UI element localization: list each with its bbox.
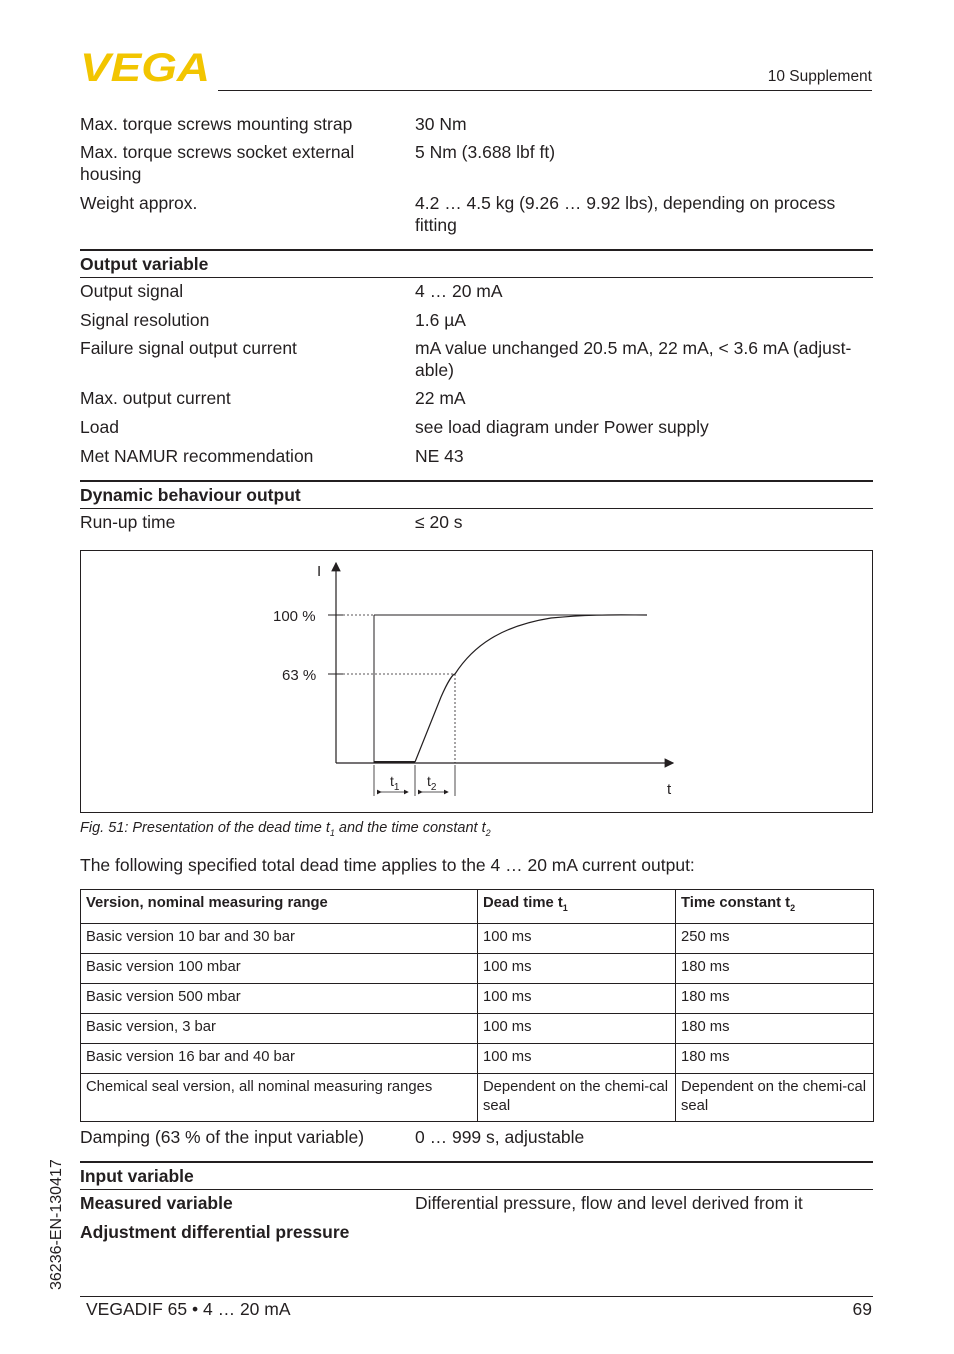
label-63-percent: 63 %: [282, 667, 317, 684]
table-row: [81, 1043, 874, 1073]
x-axis-label: t: [667, 781, 672, 798]
spec-label-failure-signal: Failure signal output current: [80, 338, 297, 358]
spec-value-namur: NE 43: [415, 446, 464, 466]
spec-label-namur: Met NAMUR recommendation: [80, 446, 314, 466]
header-rule: [218, 90, 872, 91]
table-row: [81, 1073, 874, 1121]
table-cell: 100 ms: [478, 1013, 676, 1043]
spec-value-run-up-time: ≤ 20 s: [415, 512, 463, 532]
spec-label-torque-housing: Max. torque screws socket external housing: [80, 142, 355, 184]
subheading-adjustment-differential-pressure: Adjustment differential pressure: [80, 1222, 350, 1242]
table-cell: 100 ms: [478, 923, 676, 953]
table-cell: Basic version 500 mbar: [81, 983, 478, 1013]
spec-label-measured-variable: Measured variable: [80, 1193, 233, 1213]
table-cell: Chemical seal version, all nominal measuring ranges: [81, 1073, 478, 1121]
table-cell: 180 ms: [676, 983, 874, 1013]
spec-value-weight: 4.2 … 4.5 kg (9.26 … 9.92 lbs), depending on process fitting: [415, 193, 836, 235]
table-cell: Basic version 10 bar and 30 bar: [81, 923, 478, 953]
page-number: 69: [852, 1299, 872, 1319]
footer-product: VEGADIF 65 • 4 … 20 mA: [86, 1299, 291, 1319]
dead-time-table: [80, 889, 874, 1122]
section-heading-input-variable: Input variable: [80, 1166, 194, 1186]
spec-label-damping: Damping (63 % of the input variable): [80, 1127, 365, 1147]
table-cell: 250 ms: [676, 923, 874, 953]
spec-label-output-signal: Output signal: [80, 281, 184, 301]
table-row: [81, 1013, 874, 1043]
table-cell: 180 ms: [676, 953, 874, 983]
table-cell: 180 ms: [676, 1013, 874, 1043]
spec-label-load: Load: [80, 417, 119, 437]
spec-value-torque-strap: 30 Nm: [415, 114, 467, 134]
dead-time-diagram: [80, 550, 873, 813]
document-id: 36236-EN-130417: [48, 1159, 65, 1290]
section-rule: [80, 1161, 873, 1163]
spec-value-output-signal: 4 … 20 mA: [415, 281, 503, 301]
table-cell: Basic version 16 bar and 40 bar: [81, 1043, 478, 1073]
spec-value-signal-resolution: 1.6 µA: [415, 310, 466, 330]
intro-text: The following specified total dead time applies to the 4 … 20 mA current output:: [80, 855, 695, 875]
table-cell: Dependent on the chemi-cal seal: [676, 1073, 874, 1121]
section-rule: [80, 277, 873, 278]
spec-label-max-output-current: Max. output current: [80, 388, 231, 408]
y-axis-label: I: [317, 563, 322, 580]
table-cell: 100 ms: [478, 983, 676, 1013]
section-heading-dynamic-behaviour: Dynamic behaviour output: [80, 485, 301, 505]
section-rule: [80, 480, 873, 482]
table-row: [81, 983, 874, 1013]
table-cell: Basic version 100 mbar: [81, 953, 478, 983]
section-rule: [80, 249, 873, 251]
table-row: [81, 953, 874, 983]
section-rule: [80, 1189, 873, 1190]
section-heading-output-variable: Output variable: [80, 254, 209, 274]
spec-value-measured-variable: Differential pressure, flow and level derived from it: [415, 1193, 803, 1213]
table-cell: Basic version, 3 bar: [81, 1013, 478, 1043]
vega-logo: [80, 50, 212, 84]
column-header-time-constant: Time constant $t_2$: [676, 890, 874, 924]
label-100-percent: 100 %: [273, 608, 316, 625]
svg-text:VEGA: VEGA: [80, 50, 210, 84]
spec-value-failure-signal: mA value unchanged 20.5 mA, 22 mA, < 3.6 mA (adjust-able): [415, 338, 852, 380]
spec-value-load: see load diagram under Power supply: [415, 417, 709, 437]
spec-label-signal-resolution: Signal resolution: [80, 310, 210, 330]
table-cell: 180 ms: [676, 1043, 874, 1073]
spec-label-run-up-time: Run-up time: [80, 512, 176, 532]
spec-value-damping: 0 … 999 s, adjustable: [415, 1127, 585, 1147]
t1-label: $t_1$: [390, 773, 400, 793]
spec-value-torque-housing: 5 Nm (3.688 lbf ft): [415, 142, 556, 162]
spec-value-max-output-current: 22 mA: [415, 388, 466, 408]
column-header-dead-time: Dead time $t_1$: [478, 890, 676, 924]
column-header-version: Version, nominal measuring range: [81, 890, 478, 924]
table-cell: 100 ms: [478, 1043, 676, 1073]
t2-label: $t_2$: [427, 773, 437, 793]
response-curve: [415, 615, 647, 762]
table-cell: 100 ms: [478, 953, 676, 983]
spec-label-weight: Weight approx.: [80, 193, 198, 213]
table-header-row: [81, 890, 874, 924]
section-title: 10 Supplement: [767, 68, 872, 85]
footer-rule: [80, 1296, 873, 1297]
section-rule: [80, 508, 873, 509]
table-row: [81, 923, 874, 953]
spec-label-torque-strap: Max. torque screws mounting strap: [80, 114, 353, 134]
table-cell: Dependent on the chemi-cal seal: [478, 1073, 676, 1121]
figure-caption: Fig. 51: Presentation of the dead time $t_1$ and the time constant $t_2$: [80, 820, 491, 838]
